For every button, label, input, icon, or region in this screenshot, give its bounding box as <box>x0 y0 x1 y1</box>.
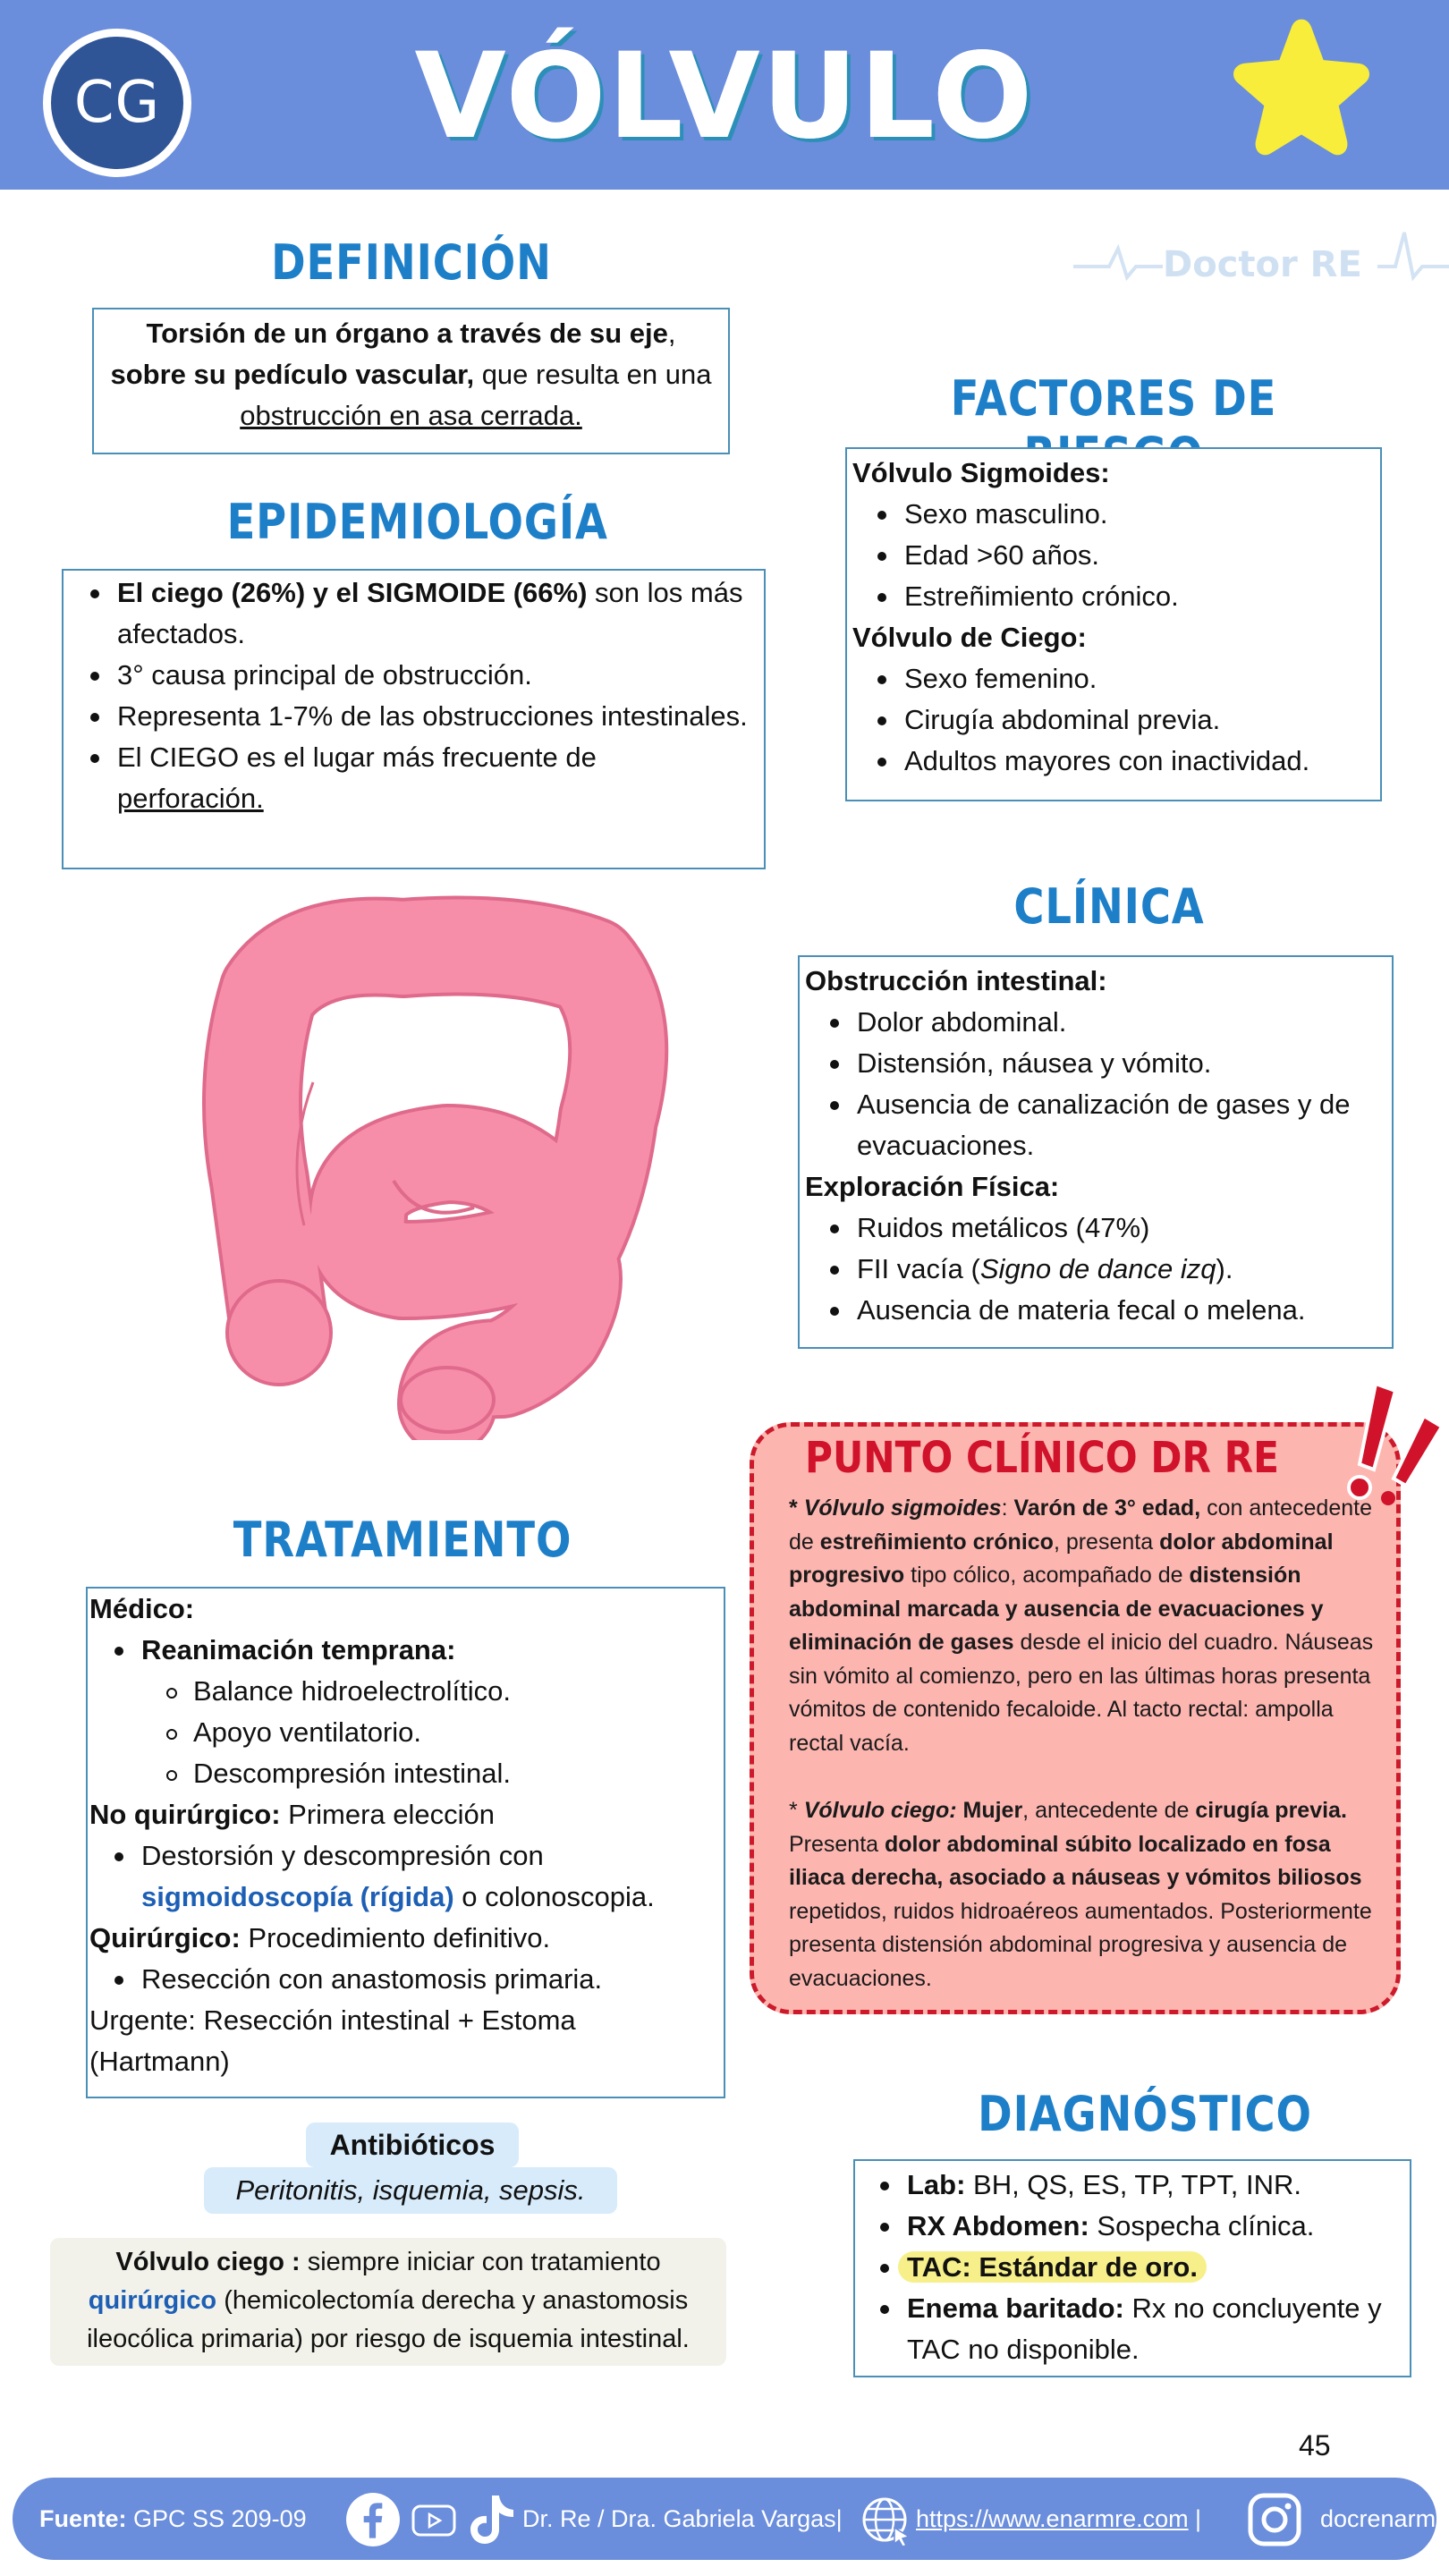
fii-end: ). <box>1216 1253 1233 1284</box>
quirurgico-label: Quirúrgico: <box>89 1922 241 1953</box>
destorsion-blue: sigmoidoscopía (rígida) <box>141 1881 454 1912</box>
fuente <box>39 2478 307 2560</box>
footer-bar <box>13 2478 1436 2560</box>
footer-separator: | <box>1195 2505 1202 2532</box>
clinica-title: CLÍNICA <box>1013 878 1205 935</box>
diagnostico-title: DIAGNÓSTICO <box>978 2086 1312 2142</box>
epidemiologia-title: EPIDEMIOLOGÍA <box>226 494 608 550</box>
fuente-label: Fuente: <box>39 2505 127 2532</box>
epi-item1-bold: El ciego (26%) y el SIGMOIDE (66%) <box>117 577 588 608</box>
list-item <box>805 1249 1386 1290</box>
watermark-text: Doctor RE <box>1163 244 1362 285</box>
list-item <box>64 655 750 696</box>
diagnostico-box <box>853 2159 1411 2377</box>
list-item: Ruidos metálicos (47%) <box>805 1208 1386 1249</box>
epi-item4: El CIEGO es el lugar más frecuente de <box>117 741 597 773</box>
enema-label: Enema baritado: <box>907 2292 1124 2324</box>
punto-paragraph-sigmoides <box>789 1492 1379 1760</box>
no-quirurgico-list <box>89 1835 718 1918</box>
list-item: Apoyo ventilatorio. <box>89 1712 718 1753</box>
ciego-list <box>852 658 1375 782</box>
definicion-box <box>92 308 730 454</box>
list-item: Ausencia de canalización de gases y de evacuaciones. <box>805 1084 1386 1166</box>
p1-t3: tipo cólico, acompañado de <box>904 1563 1190 1588</box>
enema-text: Rx no concluyente y TAC no disponible. <box>907 2292 1382 2365</box>
list-item <box>855 2206 1404 2247</box>
ciego-note-blue: quirúrgico <box>88 2286 217 2315</box>
rx-label: RX Abdomen: <box>907 2210 1089 2241</box>
list-item <box>64 737 750 819</box>
star-icon <box>1216 13 1386 175</box>
list-item: Balance hidroelectrolítico. <box>89 1671 718 1712</box>
p1-b3: dolor abdominal progresivo <box>789 1529 1334 1588</box>
p2-star: * <box>789 1798 804 1823</box>
p1-t1: con antecedente de <box>789 1496 1372 1555</box>
medico-heading: Médico: <box>89 1593 195 1624</box>
cg-logo <box>43 29 191 177</box>
definicion-title: DEFINICIÓN <box>271 234 552 291</box>
ciego-note-label: Vólvulo ciego : <box>115 2248 308 2276</box>
globe-icon <box>860 2496 912 2547</box>
p2-t2: Presenta <box>789 1831 886 1857</box>
exploracion-heading: Exploración Física: <box>805 1171 1060 1202</box>
list-item: Adultos mayores con inactividad. <box>852 741 1375 782</box>
list-item <box>89 1630 718 1671</box>
youtube-icon[interactable] <box>411 2504 456 2537</box>
p1-star: * <box>789 1496 804 1521</box>
no-quirurgico-text: Primera elección <box>280 1799 496 1830</box>
p2-t3: repetidos, ruidos hidroaéreos aumentados. Posteriormente presenta distensión abdominal progresiva y ausencia de evacuaciones. <box>789 1898 1372 1991</box>
lab-label: Lab: <box>907 2169 966 2200</box>
antibioticos-title: Antibióticos <box>306 2123 519 2167</box>
p1-b2: estreñimiento crónico <box>819 1529 1054 1555</box>
obstruccion-heading: Obstrucción intestinal: <box>805 965 1107 996</box>
list-item: Estreñimiento crónico. <box>852 576 1375 617</box>
urgente-line: Urgente: Resección intestinal + Estoma (Hartmann) <box>89 2004 576 2077</box>
clinica-box <box>798 955 1394 1349</box>
destorsion-rest: o colonoscopia. <box>453 1881 655 1912</box>
definicion-underline: obstrucción en asa cerrada. <box>240 400 582 431</box>
list-item: Edad >60 años. <box>852 535 1375 576</box>
antibioticos-subtitle: Peritonitis, isquemia, sepsis. <box>204 2167 617 2214</box>
list-item <box>64 572 750 655</box>
fii-italic: Signo de dance izq <box>979 1253 1216 1284</box>
p1-b4: distensión abdominal marcada y ausencia de evacuaciones y eliminación de gases <box>789 1563 1324 1655</box>
diagnostico-list <box>855 2165 1404 2370</box>
list-item: Ausencia de materia fecal o melena. <box>805 1290 1386 1331</box>
instagram-handle[interactable]: docrenarm <box>1320 2505 1436 2532</box>
list-item: Sexo femenino. <box>852 658 1375 699</box>
list-item: Resección con anastomosis primaria. <box>89 1959 718 2000</box>
p2-label: Vólvulo ciego: <box>803 1798 957 1823</box>
list-item: Sexo masculino. <box>852 494 1375 535</box>
factores-title: FACTORES DE <box>950 370 1277 427</box>
colon-illustration-icon <box>179 886 680 1440</box>
obstruccion-list <box>805 1002 1386 1166</box>
sigmoides-heading: Vólvulo Sigmoides: <box>852 457 1110 488</box>
quirurgico-line <box>89 1918 718 1959</box>
ciego-heading: Vólvulo de Ciego: <box>852 622 1087 653</box>
p1-t2: , presenta <box>1053 1529 1160 1555</box>
cg-logo-text: CG <box>73 70 161 136</box>
epi-item3: Representa 1-7% de las obstrucciones intestinales. <box>117 700 748 732</box>
epi-item1-rest: son los más afectados. <box>117 577 743 649</box>
exploracion-list <box>805 1208 1386 1331</box>
p2-t1: , antecedente de <box>1022 1798 1196 1823</box>
lab-text: BH, QS, ES, TP, TPT, INR. <box>965 2169 1301 2200</box>
epi-item4-underline: perforación. <box>117 783 264 814</box>
definicion-normal-2: que resulta en una <box>474 359 712 390</box>
website-link[interactable]: https://www.enarmre.com <box>916 2505 1189 2532</box>
sigmoides-list <box>852 494 1375 617</box>
facebook-icon[interactable] <box>345 2492 401 2547</box>
p2-b2: cirugía previa. <box>1195 1798 1347 1823</box>
factores-box <box>845 447 1382 801</box>
instagram-icon[interactable] <box>1247 2492 1302 2547</box>
medico-list <box>89 1630 718 1794</box>
exclamation-icon <box>1324 1373 1449 1507</box>
tiktok-icon[interactable] <box>465 2492 517 2547</box>
volvulo-ciego-note <box>50 2238 726 2366</box>
page-title: VÓLVULO <box>414 28 1035 165</box>
quirurgico-text: Procedimiento definitivo. <box>240 1922 551 1953</box>
list-item <box>855 2288 1404 2370</box>
list-item: Descompresión intestinal. <box>89 1753 718 1794</box>
list-item <box>855 2247 1404 2288</box>
p2-b3: dolor abdominal súbito localizado en fosa iliaca derecha, asociado a náuseas y vómitos biliosos <box>789 1831 1362 1890</box>
page-number: 45 <box>1299 2429 1331 2462</box>
definicion-bold-1: Torsión de un órgano a través de su eje <box>146 318 668 349</box>
p1-colon: : <box>1001 1496 1014 1521</box>
list-item: Dolor abdominal. <box>805 1002 1386 1043</box>
list-item: Cirugía abdominal previa. <box>852 699 1375 741</box>
punto-clinico-title: PUNTO CLÍNICO DR RE <box>805 1433 1280 1483</box>
definicion-bold-2: sobre su pedículo vascular, <box>110 359 475 390</box>
tratamiento-title: TRATAMIENTO <box>233 1512 572 1568</box>
authors: Dr. Re / Dra. Gabriela Vargas| <box>522 2505 843 2532</box>
epidemiologia-box <box>62 569 766 869</box>
list-item: Distensión, náusea y vómito. <box>805 1043 1386 1084</box>
destorsion-text: Destorsión y descompresión con <box>141 1840 544 1871</box>
tratamiento-box <box>86 1587 725 2098</box>
fuente-text: GPC SS 209-09 <box>126 2505 307 2532</box>
p1-label: Vólvulo sigmoides <box>803 1496 1002 1521</box>
list-item <box>64 696 750 737</box>
ciego-note-text1: siempre iniciar con tratamiento <box>307 2248 661 2276</box>
list-item <box>89 1835 718 1918</box>
list-item <box>855 2165 1404 2206</box>
no-quirurgico-line <box>89 1794 718 1835</box>
reanimacion-label: Reanimación temprana: <box>141 1634 456 1665</box>
tac-highlight: TAC: Estándar de oro. <box>898 2251 1207 2283</box>
punto-paragraph-ciego <box>789 1794 1379 1996</box>
punto-clinico-text <box>789 1492 1379 1996</box>
no-quirurgico-label: No quirúrgico: <box>89 1799 281 1830</box>
epidemiologia-list <box>64 572 750 819</box>
p2-b1: Mujer <box>956 1798 1023 1823</box>
fii-text: FII vacía ( <box>857 1253 980 1284</box>
p1-b1: Varón de 3° edad, <box>1013 1496 1201 1521</box>
quirurgico-list <box>89 1959 718 2000</box>
ciego-note-text2: (hemicolectomía derecha y anastomosis ileocólica primaria) por riesgo de isquemia intestinal. <box>87 2286 690 2353</box>
epi-item2: 3° causa principal de obstrucción. <box>117 659 532 691</box>
rx-text: Sospecha clínica. <box>1089 2210 1315 2241</box>
definicion-normal-1: , <box>667 318 676 349</box>
p1-t4: desde el inicio del cuadro. Náuseas sin vómito al comienzo, pero en las últimas horas presenta vómitos de contenido fecaloide. Al tacto rectal: ampolla rectal vacía. <box>789 1630 1374 1756</box>
